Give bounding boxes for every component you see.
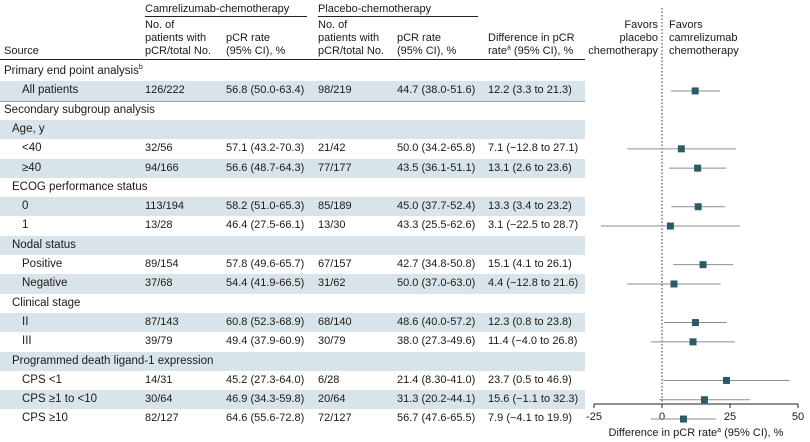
x-tick-label: 25 [723, 411, 737, 423]
subsection-label: Nodal status [12, 238, 76, 251]
cell-n-b: 30/79 [318, 335, 346, 348]
cell-rate-a: 46.4 (27.5-66.1) [226, 219, 305, 232]
cell-rate-a: 56.6 (48.7-64.3) [226, 161, 305, 174]
cell-rate-b: 42.7 (34.8-50.8) [397, 258, 476, 270]
cell-rate-b: 38.0 (27.3-49.6) [397, 335, 476, 348]
favors-right-1: Favors [669, 19, 703, 31]
cell-n-a: 14/31 [145, 373, 173, 386]
cell-n-a: 89/154 [145, 258, 179, 270]
col-n-b-line3: pCR/total No. [318, 45, 385, 57]
favors-left-2: placebo [619, 32, 658, 44]
cell-n-a: 39/79 [145, 335, 173, 348]
col-diff-line2: rate$^a$ (95% CI), % [488, 44, 574, 57]
cell-diff: 7.1 (−12.8 to 27.1) [488, 142, 579, 155]
row-label: 1 [22, 219, 29, 232]
cell-n-b: 13/30 [318, 219, 346, 232]
cell-n-a: 82/127 [145, 412, 179, 425]
point-marker [700, 261, 707, 268]
cell-diff: 15.6 (−1.1 to 32.3) [488, 393, 579, 406]
point-marker [690, 338, 697, 345]
cell-rate-a: 57.8 (49.6-65.7) [226, 258, 305, 270]
col-source-header: Source [4, 45, 39, 57]
favors-left-1: Favors [624, 19, 658, 31]
cell-diff: 4.4 (−12.8 to 21.6) [488, 277, 579, 290]
section-label: Secondary subgroup analysis [4, 103, 155, 116]
cell-rate-b: 56.7 (47.6-65.5) [397, 412, 476, 425]
cell-rate-b: 31.3 (20.2-44.1) [397, 393, 476, 406]
cell-rate-b: 43.5 (36.1-51.1) [397, 161, 476, 174]
cell-rate-a: 54.4 (41.9-66.5) [226, 277, 305, 290]
cell-rate-a: 46.9 (34.3-59.8) [226, 393, 305, 406]
point-marker [692, 87, 699, 94]
row-label: II [22, 315, 29, 328]
col-rate-b-line2: (95% CI), % [397, 45, 457, 57]
cell-rate-a: 64.6 (55.6-72.8) [226, 412, 305, 425]
row-label: Negative [22, 277, 68, 290]
subsection-label: ECOG performance status [12, 180, 148, 193]
cell-n-b: 20/64 [318, 393, 346, 406]
point-marker [678, 145, 685, 152]
cell-n-b: 98/219 [318, 84, 352, 97]
cell-n-b: 21/42 [318, 142, 346, 155]
cell-n-b: 31/62 [318, 277, 346, 290]
cell-n-a: 37/68 [145, 277, 173, 290]
cell-n-a: 126/222 [145, 84, 185, 97]
cell-rate-a: 56.8 (50.0-63.4) [226, 84, 305, 97]
row-label: All patients [22, 84, 79, 97]
cell-diff: 11.4 (−4.0 to 26.8) [488, 335, 578, 348]
group-a-header: Camrelizumab-chemotherapy [145, 3, 290, 15]
cell-diff: 12.2 (3.3 to 21.3) [488, 84, 572, 97]
subsection-label: Age, y [12, 122, 45, 135]
row-label: CPS ≥10 [22, 412, 68, 425]
cell-rate-b: 21.4 (8.30-41.0) [397, 373, 476, 386]
point-marker [680, 416, 687, 423]
cell-rate-b: 48.6 (40.0-57.2) [397, 315, 476, 328]
cell-rate-a: 60.8 (52.3-68.9) [226, 315, 305, 328]
cell-n-b: 77/177 [318, 161, 352, 174]
point-marker [723, 377, 730, 384]
col-n-a-line3: pCR/total No. [145, 45, 212, 57]
x-axis-title: Difference in pCR rate$^a$ (95% CI), % [608, 427, 784, 439]
cell-n-b: 85/189 [318, 200, 352, 213]
x-tick-label: 0 [658, 411, 666, 423]
cell-n-b: 68/140 [318, 315, 352, 328]
cell-diff: 13.3 (3.4 to 23.2) [488, 200, 572, 213]
cell-rate-b: 50.0 (37.0-63.0) [397, 277, 476, 290]
point-marker [695, 203, 702, 210]
point-marker [670, 280, 677, 287]
row-label: CPS ≥1 to <10 [22, 393, 98, 406]
cell-n-a: 32/56 [145, 142, 173, 155]
point-marker [667, 223, 674, 230]
row-label: ≥40 [22, 161, 42, 174]
cell-n-a: 113/194 [145, 200, 184, 213]
cell-diff: 13.1 (2.6 to 23.6) [488, 161, 572, 174]
cell-rate-a: 49.4 (37.9-60.9) [226, 335, 305, 348]
section-label: Primary end point analysis$^b$ [4, 64, 143, 77]
x-tick-label: 50 [791, 411, 805, 423]
point-marker [692, 319, 699, 326]
cell-diff: 7.9 (−4.1 to 19.9) [488, 412, 573, 425]
x-tick-label: -25 [586, 411, 602, 423]
row-label: <40 [22, 142, 42, 155]
row-label: 0 [22, 200, 29, 213]
point-marker [694, 165, 701, 172]
col-n-a-line2: patients with [145, 32, 207, 44]
cell-n-b: 6/28 [318, 373, 340, 386]
cell-n-a: 94/166 [145, 161, 179, 174]
cell-rate-b: 43.3 (25.5-62.6) [397, 219, 476, 232]
group-b-header: Placebo-chemotherapy [318, 3, 432, 15]
cell-diff: 12.3 (0.8 to 23.8) [488, 315, 572, 328]
favors-left-3: chemotherapy [588, 45, 658, 57]
cell-rate-b: 44.7 (38.0-51.6) [397, 84, 476, 97]
col-rate-a-line2: (95% CI), % [226, 45, 286, 57]
cell-rate-b: 45.0 (37.7-52.4) [397, 200, 476, 213]
col-n-a-line1: No. of [145, 19, 175, 31]
cell-n-a: 87/143 [145, 315, 179, 328]
col-n-b-line2: patients with [318, 32, 380, 44]
cell-diff: 3.1 (−22.5 to 28.7) [488, 219, 579, 232]
subsection-label: Clinical stage [12, 296, 81, 309]
subsection-label: Programmed death ligand-1 expression [12, 354, 214, 367]
cell-rate-a: 57.1 (43.2-70.3) [226, 142, 305, 155]
cell-diff: 23.7 (0.5 to 46.9) [488, 373, 572, 386]
cell-diff: 15.1 (4.1 to 26.1) [488, 258, 572, 270]
col-rate-b-line1: pCR rate [397, 32, 442, 44]
cell-rate-b: 50.0 (34.2-65.8) [397, 142, 476, 155]
cell-n-a: 13/28 [145, 219, 173, 232]
col-n-b-line1: No. of [318, 19, 348, 31]
row-label: Positive [22, 258, 63, 270]
favors-right-2: camrelizumab [669, 32, 738, 44]
cell-rate-a: 58.2 (51.0-65.3) [226, 200, 305, 213]
row-label: CPS <1 [22, 373, 62, 386]
row-label: III [22, 335, 32, 348]
favors-right-3: chemotherapy [669, 45, 739, 57]
cell-n-b: 72/127 [318, 412, 352, 425]
col-rate-a-line1: pCR rate [226, 32, 271, 44]
point-marker [701, 396, 708, 403]
cell-n-b: 67/157 [318, 258, 352, 270]
col-diff-line1: Difference in pCR [488, 32, 575, 44]
cell-n-a: 30/64 [145, 393, 173, 406]
cell-rate-a: 45.2 (27.3-64.0) [226, 373, 305, 386]
